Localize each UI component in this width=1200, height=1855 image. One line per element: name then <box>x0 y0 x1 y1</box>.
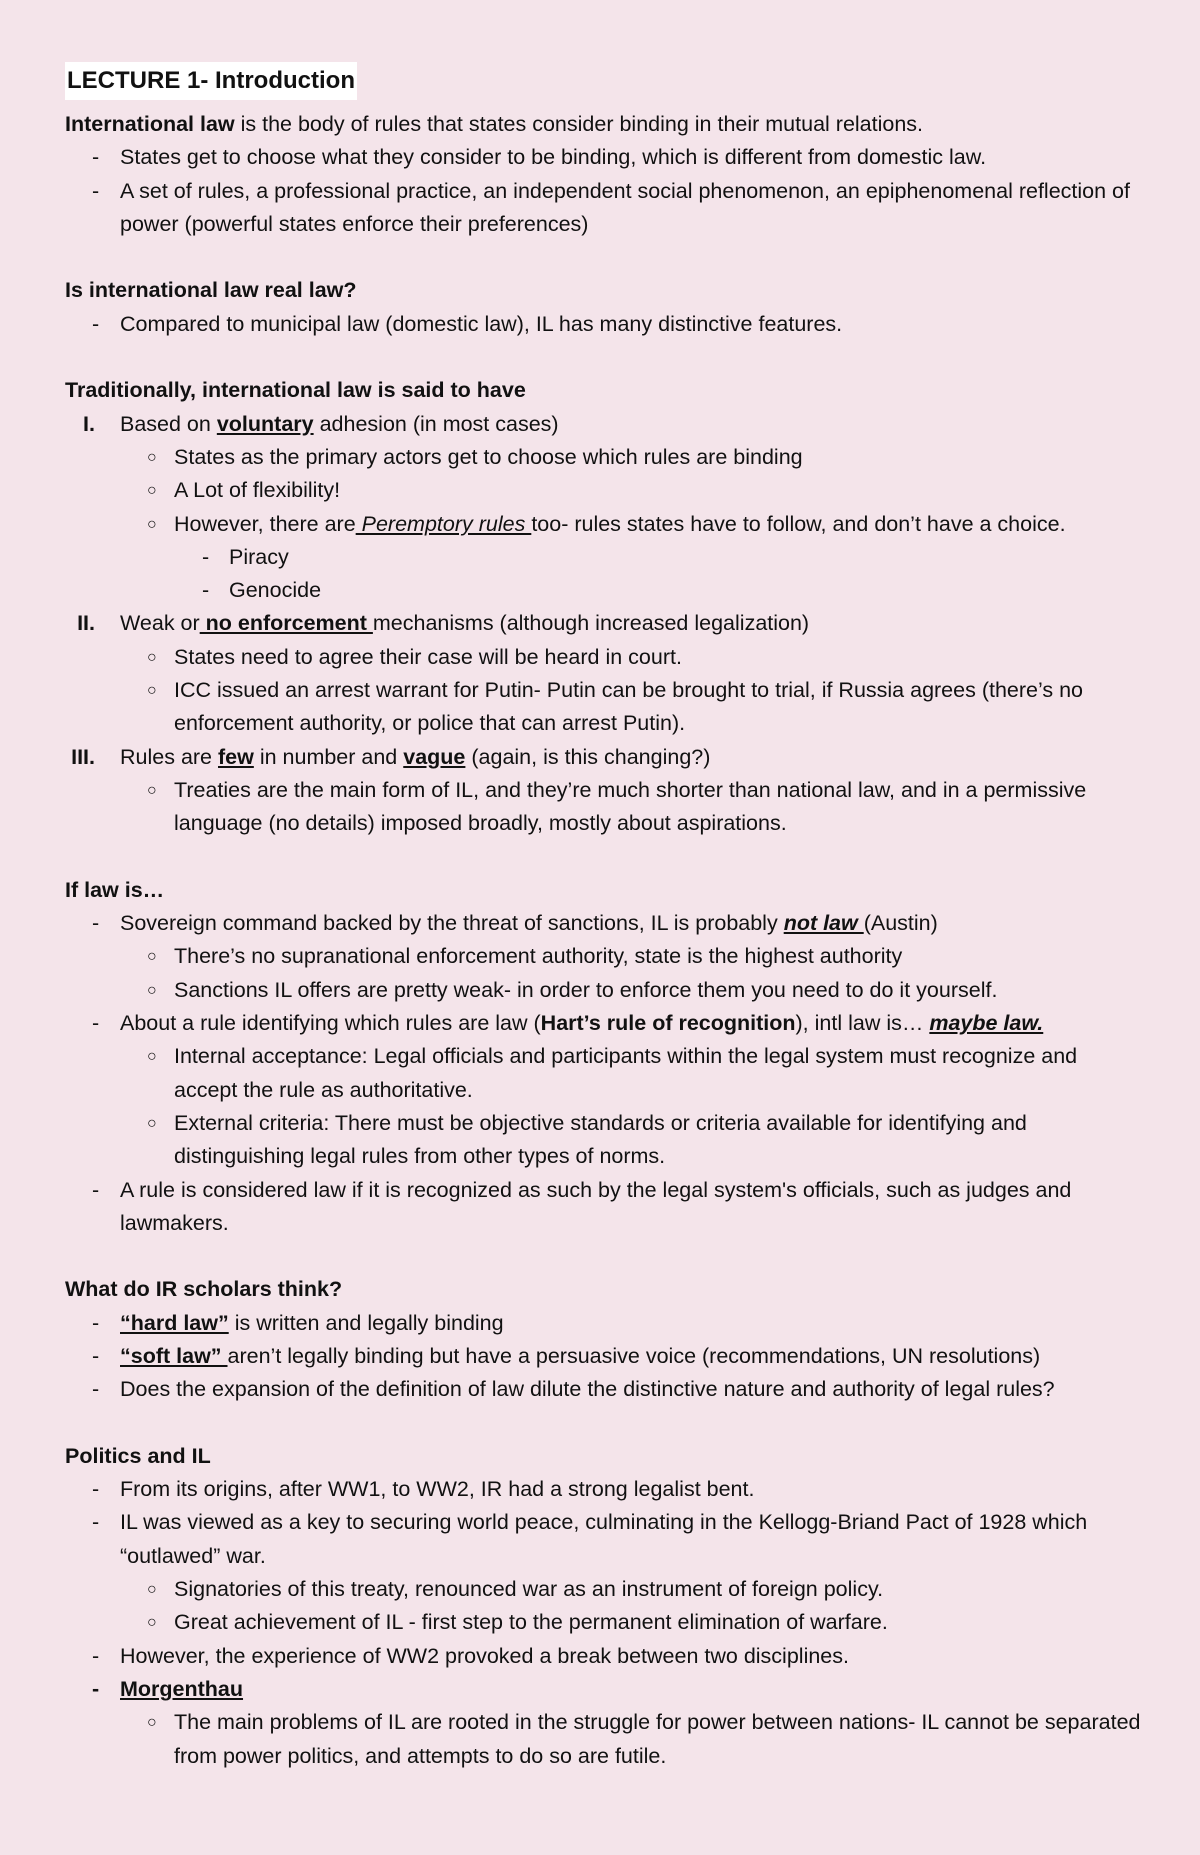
circle-bullet: ○ <box>147 448 157 466</box>
list-item: - However, the experience of WW2 provoked a break between two disciplines. <box>65 1640 1144 1673</box>
intro-term: International law <box>65 112 235 136</box>
list-item: - Compared to municipal law (domestic law), IL has many distinctive features. <box>65 308 1144 341</box>
list-item: ○ However, there are Peremptory rules too- rules states have to follow, and don’t have a choice. <box>65 508 1144 541</box>
dash-bullet: - <box>202 578 210 603</box>
list-item: III. Rules are few in number and vague (again, is this changing?) <box>65 741 1144 774</box>
list-item: ○ ICC issued an arrest warrant for Putin- Putin can be brought to trial, if Russia agrees (there’s no enforcement authority, or police that can arrest Putin). <box>65 674 1144 741</box>
intro-definition: is the body of rules that states consider binding in their mutual relations. <box>234 112 924 136</box>
circle-bullet: ○ <box>147 482 157 500</box>
list-item: - From its origins, after WW1, to WW2, IR had a strong legalist bent. <box>65 1473 1144 1506</box>
section-heading: Politics and IL <box>65 1443 211 1468</box>
circle-bullet: ○ <box>147 648 157 666</box>
dash-bullet: - <box>92 1377 100 1402</box>
list-item: - A set of rules, a professional practice, an independent social phenomenon, an epiphenomenal reflection of power (powerful states enforce their preferences) <box>65 175 1144 242</box>
list-item: ○ The main problems of IL are rooted in the struggle for power between nations- IL cannot be separated from power politics, and attempts to do so are futile. <box>65 1706 1144 1773</box>
intro-paragraph <box>65 108 1144 141</box>
list-item: ○ External criteria: There must be objective standards or criteria available for identifying and distinguishing legal rules from other types of norms. <box>65 1107 1144 1174</box>
list-item: - Sovereign command backed by the threat of sanctions, IL is probably not law (Austin) <box>65 907 1144 940</box>
roman-numeral: II. <box>77 611 95 636</box>
list-item: - Piracy <box>65 541 1144 574</box>
list-item: - “hard law” is written and legally binding <box>65 1307 1144 1340</box>
list-item: - Morgenthau <box>65 1673 1144 1706</box>
circle-bullet: ○ <box>147 682 157 700</box>
section-heading: Traditionally, international law is said to have <box>65 378 526 403</box>
circle-bullet: ○ <box>147 1714 157 1732</box>
list-item: I. Based on voluntary adhesion (in most cases) <box>65 408 1144 441</box>
list-item: ○ States as the primary actors get to choose which rules are binding <box>65 441 1144 474</box>
dash-bullet: - <box>92 178 100 203</box>
roman-numeral: I. <box>83 411 95 436</box>
dash-bullet: - <box>92 1177 100 1202</box>
dash-bullet: - <box>92 145 100 170</box>
section-heading: What do IR scholars think? <box>65 1277 343 1302</box>
circle-bullet: ○ <box>147 948 157 966</box>
circle-bullet: ○ <box>147 1581 157 1599</box>
list-item: ○ A Lot of flexibility! <box>65 474 1144 507</box>
list-item: - “soft law” aren’t legally binding but have a persuasive voice (recommendations, UN resolutions) <box>65 1340 1144 1373</box>
circle-bullet: ○ <box>147 981 157 999</box>
circle-bullet: ○ <box>147 1048 157 1066</box>
dash-bullet: - <box>92 911 100 936</box>
list-item: - Genocide <box>65 574 1144 607</box>
list-item: II. Weak or no enforcement mechanisms (although increased legalization) <box>65 607 1144 640</box>
list-item: ○ Treaties are the main form of IL, and they’re much shorter than national law, and in a permissive language (no details) imposed broadly, mostly about aspirations. <box>65 774 1144 841</box>
list-item: - A rule is considered law if it is recognized as such by the legal system's officials, such as judges and lawmakers. <box>65 1174 1144 1241</box>
list-item: ○ There’s no supranational enforcement authority, state is the highest authority <box>65 940 1144 973</box>
roman-numeral: III. <box>71 744 95 769</box>
list-item: - Does the expansion of the definition of law dilute the distinctive nature and authority of legal rules? <box>65 1373 1144 1406</box>
list-item: ○ Great achievement of IL - first step to the permanent elimination of warfare. <box>65 1606 1144 1639</box>
circle-bullet: ○ <box>147 781 157 799</box>
list-item: ○ Sanctions IL offers are pretty weak- in order to enforce them you need to do it yourself. <box>65 974 1144 1007</box>
list-item: - IL was viewed as a key to securing world peace, culminating in the Kellogg-Briand Pact of 1928 which “outlawed” war. <box>65 1506 1144 1573</box>
list-item: ○ States need to agree their case will be heard in court. <box>65 641 1144 674</box>
dash-bullet: - <box>92 1343 100 1368</box>
circle-bullet: ○ <box>147 515 157 533</box>
list-item: - States get to choose what they consider to be binding, which is different from domestic law. <box>65 141 1144 174</box>
list-item: ○ Signatories of this treaty, renounced war as an instrument of foreign policy. <box>65 1573 1144 1606</box>
dash-bullet: - <box>92 1676 100 1701</box>
list-item: ○ Internal acceptance: Legal officials and participants within the legal system must recognize and accept the rule as authoritative. <box>65 1040 1144 1107</box>
list-item: - About a rule identifying which rules are law (Hart’s rule of recognition), intl law is… maybe law. <box>65 1007 1144 1040</box>
section-heading: If law is… <box>65 877 165 902</box>
circle-bullet: ○ <box>147 1114 157 1132</box>
dash-bullet: - <box>202 544 210 569</box>
dash-bullet: - <box>92 311 100 336</box>
dash-bullet: - <box>92 1310 100 1335</box>
dash-bullet: - <box>92 1643 100 1668</box>
circle-bullet: ○ <box>147 1614 157 1632</box>
dash-bullet: - <box>92 1477 100 1502</box>
dash-bullet: - <box>92 1011 100 1036</box>
page-title: LECTURE 1- Introduction <box>65 62 357 100</box>
section-heading: Is international law real law? <box>65 278 357 303</box>
dash-bullet: - <box>92 1510 100 1535</box>
